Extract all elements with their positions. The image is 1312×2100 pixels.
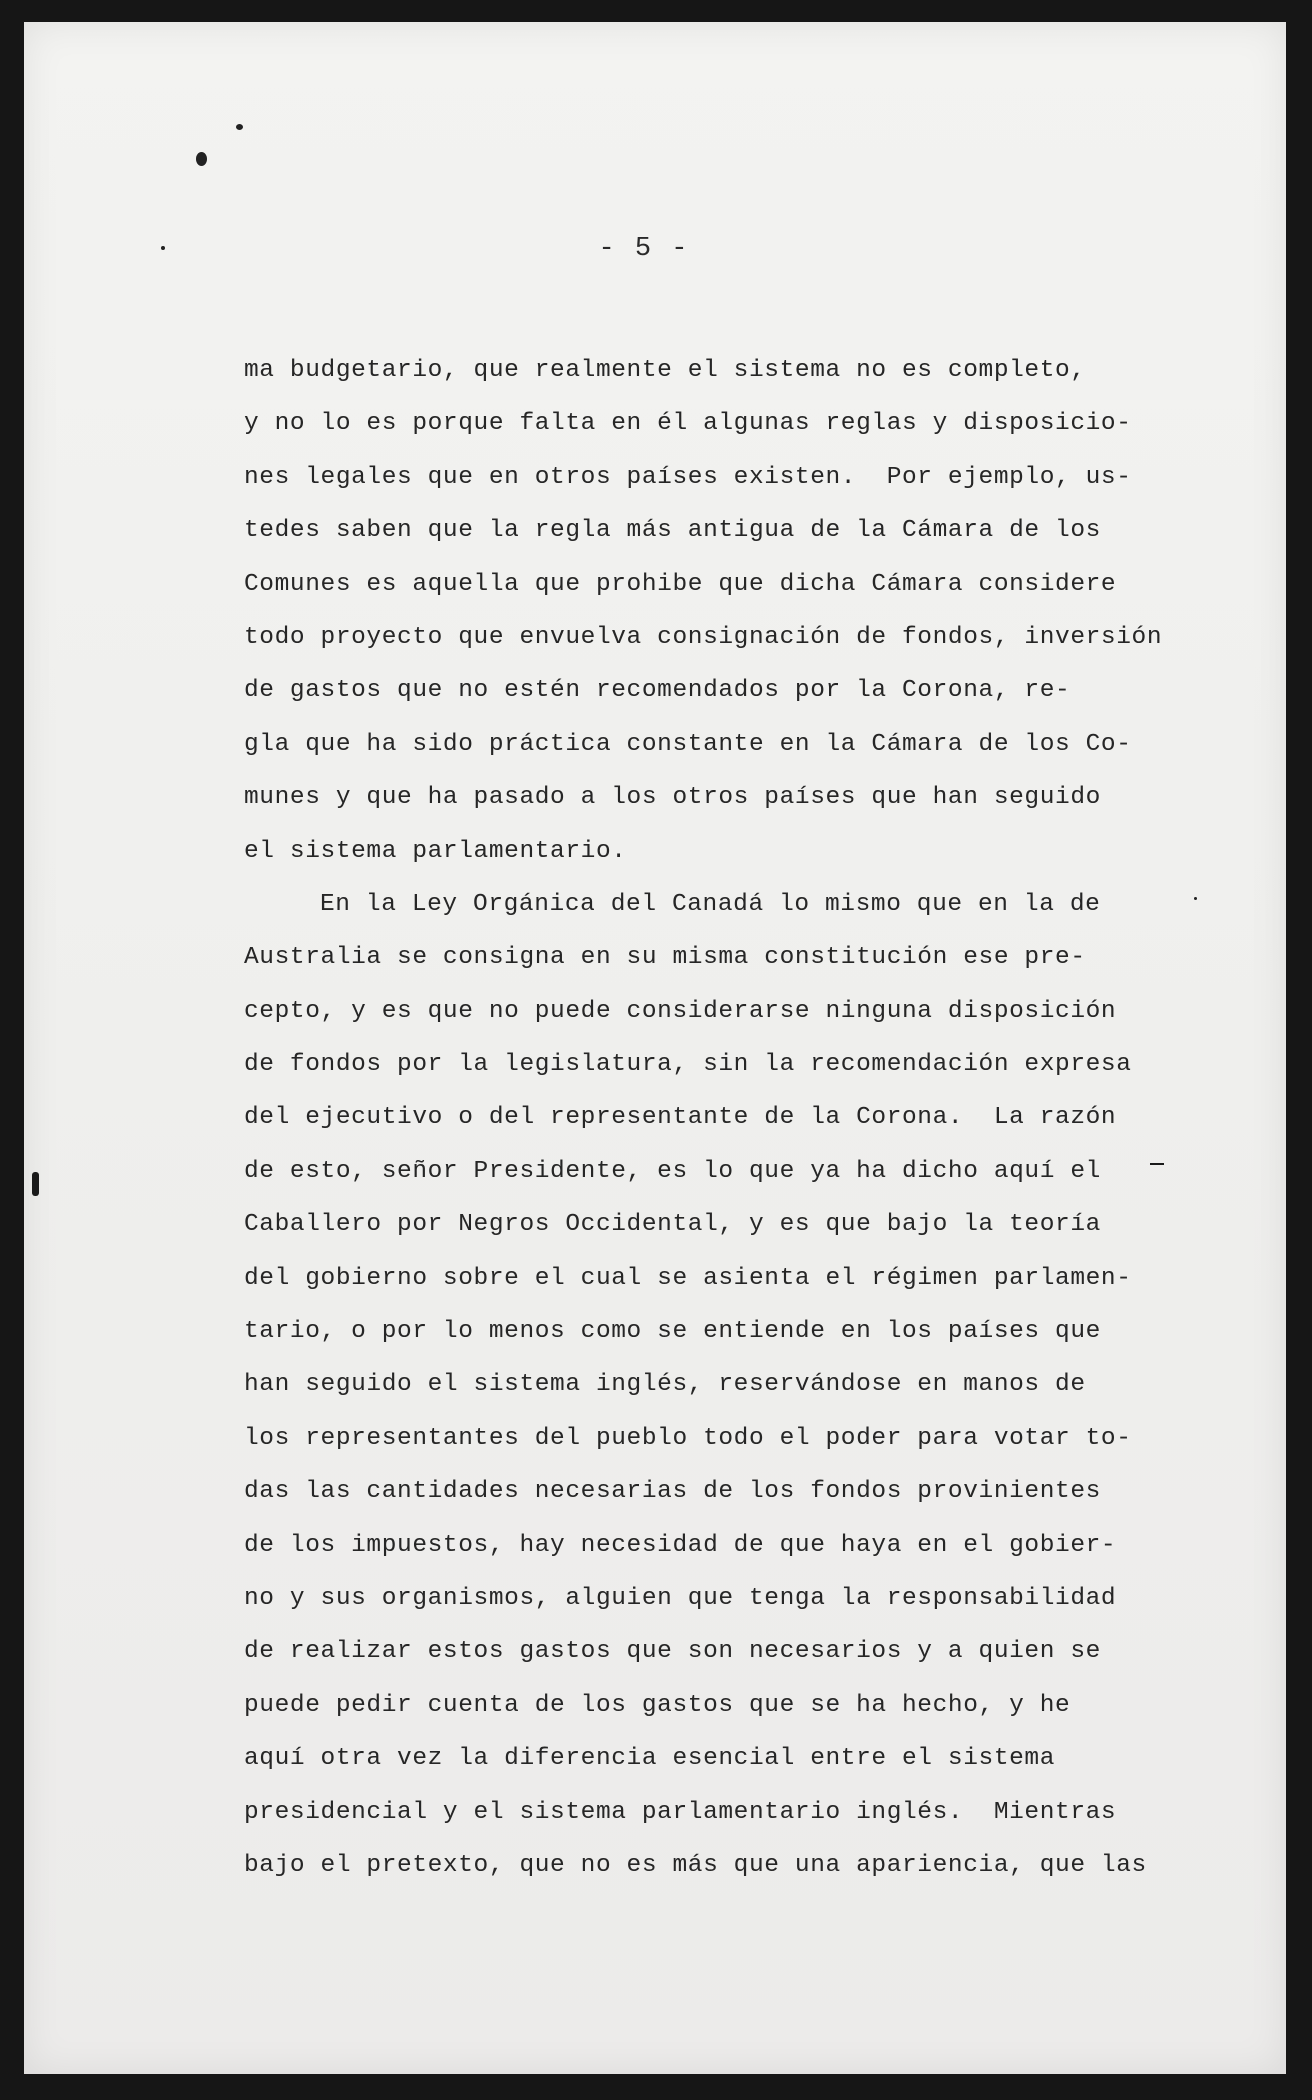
- text-line: del gobierno sobre el cual se asienta el régimen parlamen-: [244, 1264, 1132, 1292]
- text-line: ma budgetario, que realmente el sistema no es completo,: [244, 357, 1086, 384]
- text-line: nes legales que en otros países existen. Por ejemplo, us-: [244, 463, 1132, 491]
- typed-text-body: [244, 344, 1214, 1892]
- text-line: el sistema parlamentario.: [244, 837, 627, 865]
- ink-speck: [196, 152, 207, 166]
- text-line: das las cantidades necesarias de los fondos provinientes: [244, 1478, 1101, 1506]
- text-line: todo proyecto que envuelva consignación de fondos, inversión: [244, 623, 1163, 651]
- ink-speck: [236, 124, 243, 130]
- text-line: de gastos que no estén recomendados por la Corona, re-: [244, 677, 1071, 705]
- text-line: y no lo es porque falta en él algunas reglas y disposicio-: [244, 410, 1132, 438]
- text-line: de realizar estos gastos que son necesarios y a quien se: [244, 1638, 1101, 1666]
- text-line: bajo el pretexto, que no es más que una apariencia, que las: [244, 1851, 1147, 1879]
- text-line: cepto, y es que no puede considerarse ninguna disposición: [244, 997, 1117, 1025]
- text-line: del ejecutivo o del representante de la Corona. La razón: [244, 1104, 1117, 1132]
- margin-mark: [32, 1172, 39, 1196]
- paragraph-start-line: En la Ley Orgánica del Canadá lo mismo que en la de: [320, 890, 1101, 918]
- text-line: de esto, señor Presidente, es lo que ya ha dicho aquí el: [244, 1157, 1101, 1185]
- text-line: de fondos por la legislatura, sin la recomendación expresa: [244, 1051, 1132, 1079]
- text-line: munes y que ha pasado a los otros países que han seguido: [244, 784, 1101, 812]
- text-line: Comunes es aquella que prohibe que dicha Cámara considere: [244, 570, 1117, 598]
- text-line: han seguido el sistema inglés, reservándose en manos de: [244, 1371, 1086, 1399]
- text-line: de los impuestos, hay necesidad de que haya en el gobier-: [244, 1531, 1117, 1559]
- page-number: - 5 -: [598, 234, 690, 264]
- text-line: los representantes del pueblo todo el poder para votar to-: [244, 1424, 1132, 1452]
- text-line: gla que ha sido práctica constante en la Cámara de los Co-: [244, 730, 1132, 758]
- text-line: presidencial y el sistema parlamentario inglés. Mientras: [244, 1798, 1117, 1826]
- text-line: tedes saben que la regla más antigua de la Cámara de los: [244, 517, 1101, 545]
- text-line: no y sus organismos, alguien que tenga la responsabilidad: [244, 1584, 1117, 1612]
- text-line: aquí otra vez la diferencia esencial entre el sistema: [244, 1745, 1056, 1773]
- text-line: tario, o por lo menos como se entiende en los países que: [244, 1318, 1101, 1346]
- text-line: Caballero por Negros Occidental, y es que bajo la teoría: [244, 1211, 1101, 1239]
- text-line: puede pedir cuenta de los gastos que se ha hecho, y he: [244, 1691, 1071, 1719]
- document-page: [24, 22, 1286, 2074]
- text-line: Australia se consigna en su misma constitución ese pre-: [244, 944, 1086, 972]
